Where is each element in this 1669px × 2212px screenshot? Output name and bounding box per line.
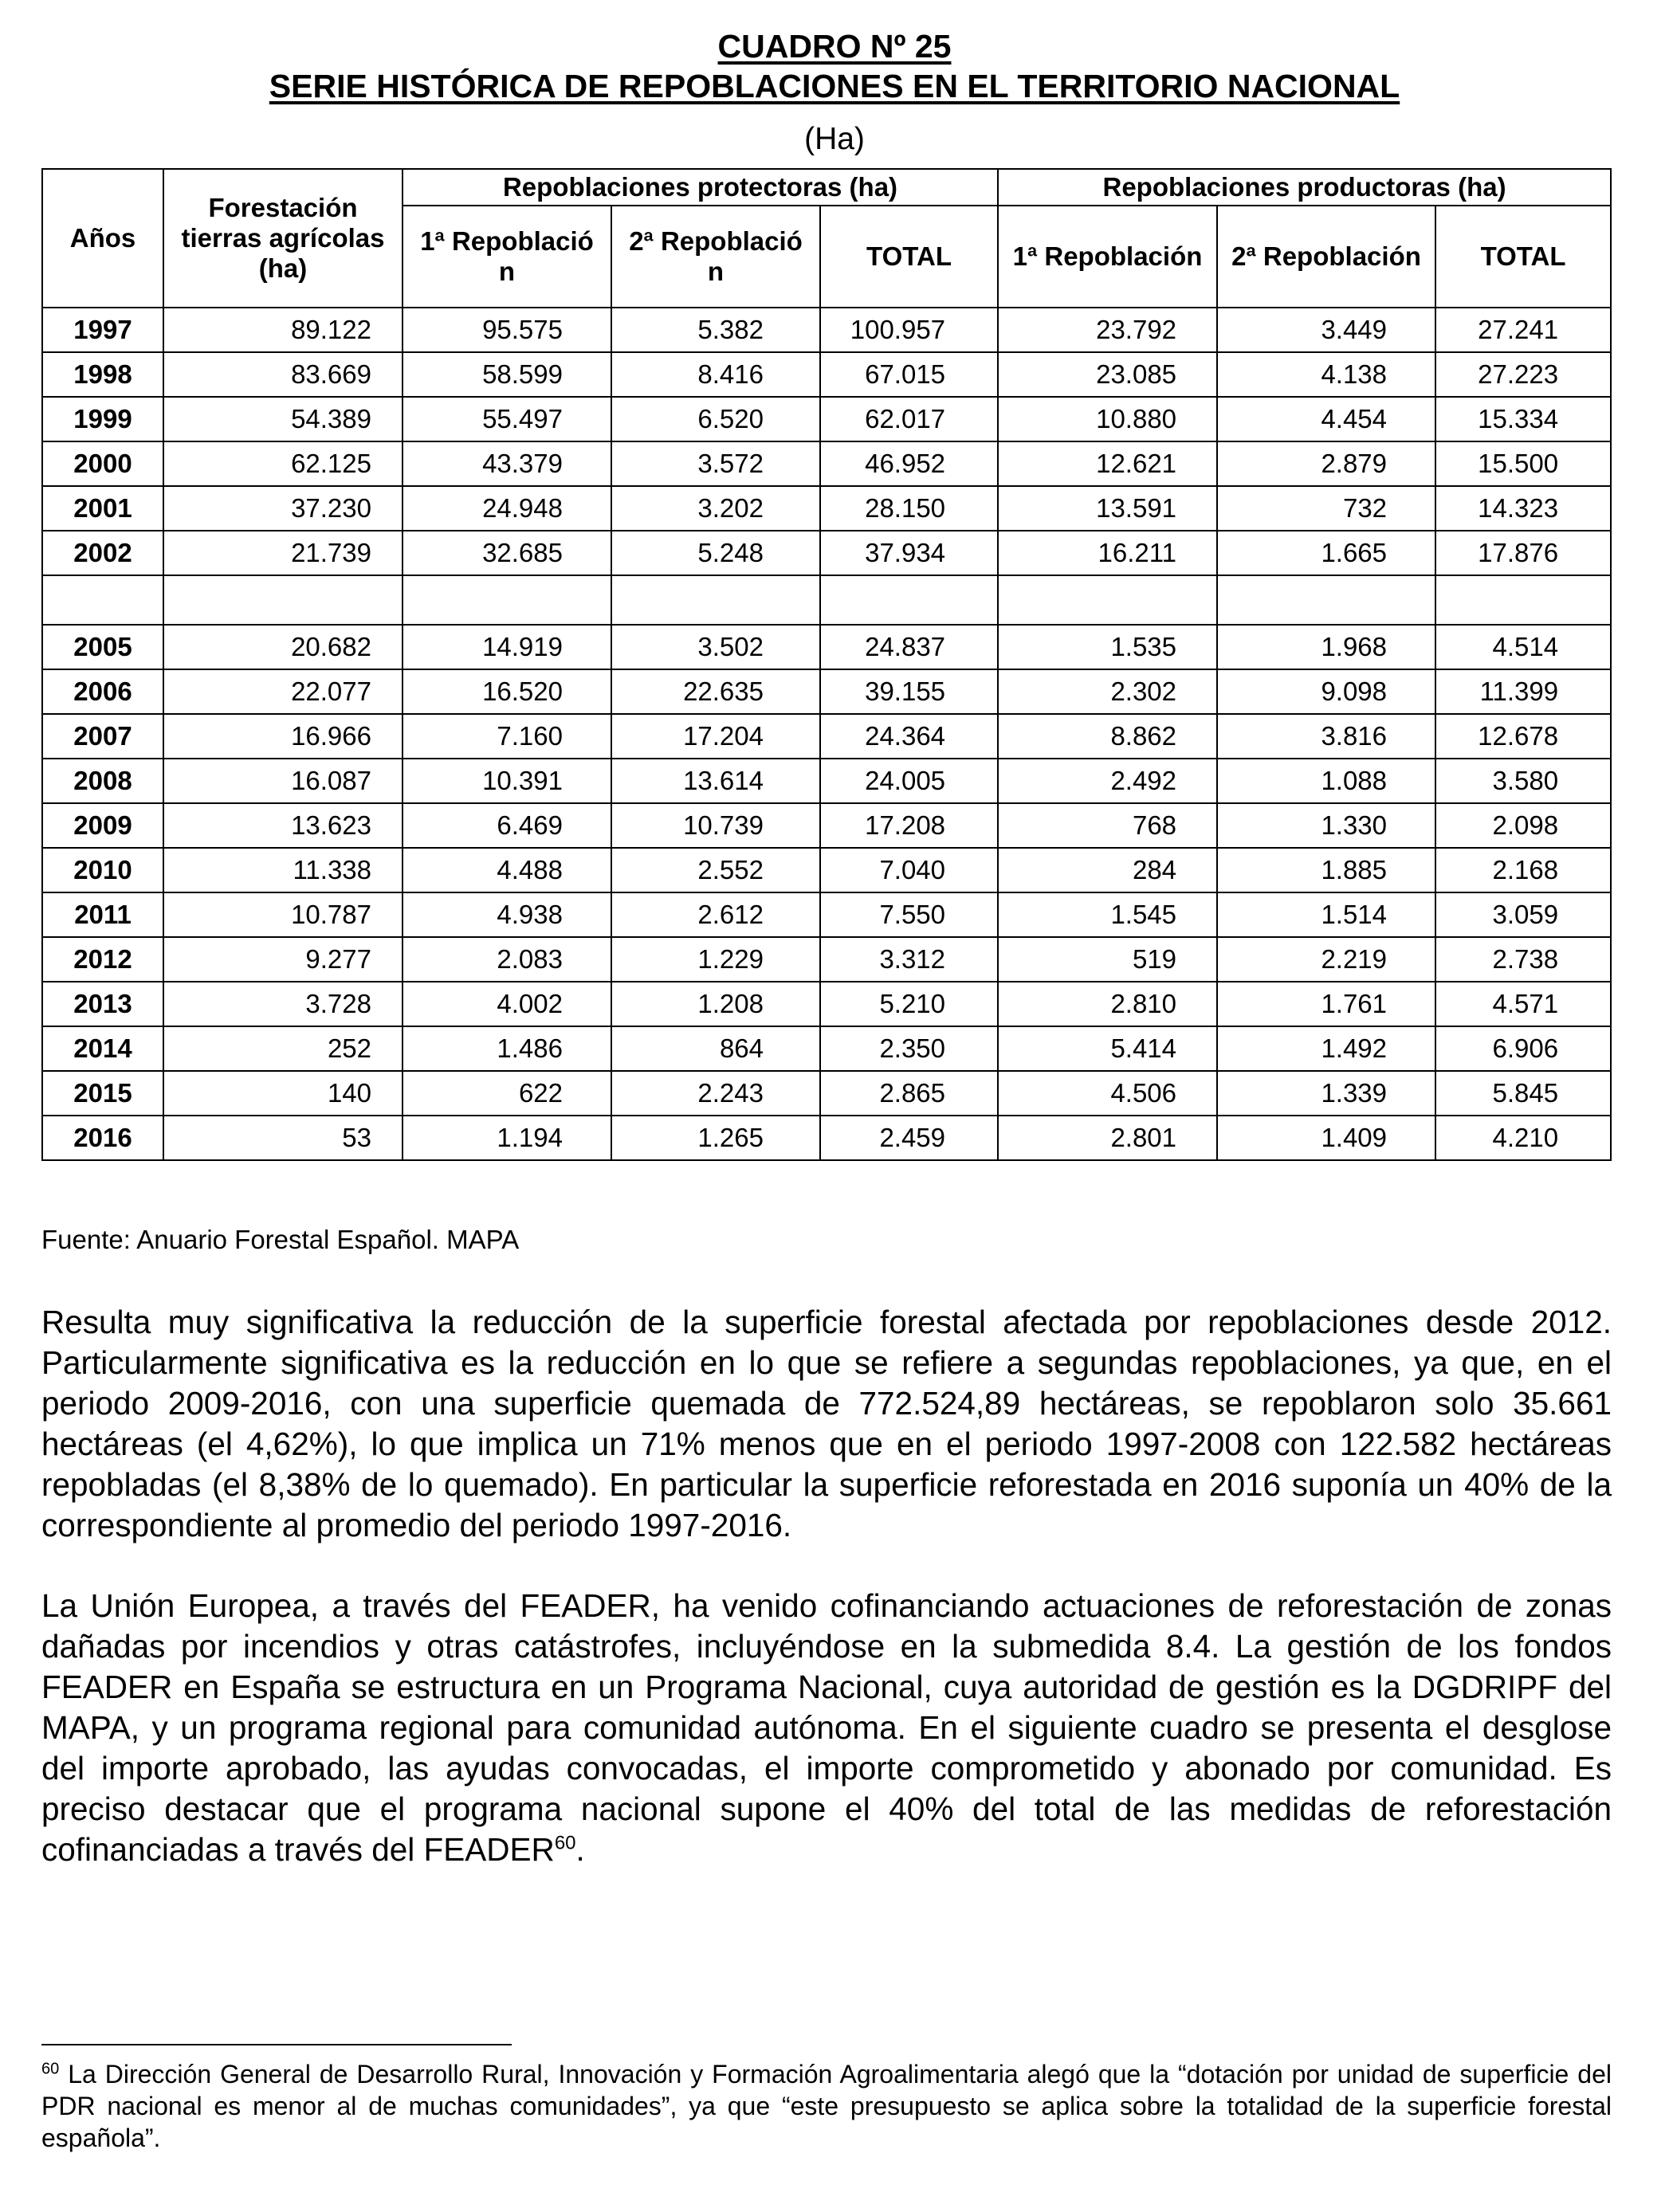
table-cell: 27.241: [1435, 308, 1611, 352]
table-cell: 10.391: [403, 759, 611, 803]
table-cell: 5.248: [611, 531, 820, 575]
table-row: [42, 531, 1611, 575]
table-row: [42, 441, 1611, 486]
table-row: [42, 982, 1611, 1026]
table-cell-year: 2010: [42, 848, 163, 892]
table-cell: 24.364: [820, 714, 998, 759]
table-cell-year: 2012: [42, 937, 163, 982]
table-cell: 2.302: [998, 669, 1217, 714]
units-label: (Ha): [804, 122, 865, 156]
table-row: [42, 625, 1611, 669]
table-cell: 62.017: [820, 397, 998, 441]
table-cell: 1.409: [1217, 1116, 1435, 1160]
table-cell: 12.621: [998, 441, 1217, 486]
table-cell: 7.160: [403, 714, 611, 759]
table-cell: 1.535: [998, 625, 1217, 669]
table-body: [42, 308, 1611, 1160]
table-cell: 13.591: [998, 486, 1217, 531]
table-cell: 768: [998, 803, 1217, 848]
table-cell: 3.449: [1217, 308, 1435, 352]
table-cell-year: 2002: [42, 531, 163, 575]
table-cell: 10.787: [163, 892, 403, 937]
table-row: [42, 669, 1611, 714]
table-cell-year: 2015: [42, 1071, 163, 1116]
header-protective-total: TOTAL: [820, 206, 998, 308]
table-cell: 140: [163, 1071, 403, 1116]
paragraph-feader-end: .: [575, 1831, 585, 1868]
table-cell: 24.005: [820, 759, 998, 803]
table-cell: 83.669: [163, 352, 403, 397]
table-cell: 14.323: [1435, 486, 1611, 531]
table-cell: 3.728: [163, 982, 403, 1026]
table-cell: [820, 575, 998, 625]
header-forestation: Forestación tierras agrícolas (ha): [163, 169, 403, 308]
table-cell-year: 2007: [42, 714, 163, 759]
table-cell: 5.210: [820, 982, 998, 1026]
table-cell: 2.865: [820, 1071, 998, 1116]
table-row: [42, 937, 1611, 982]
header-years: Años: [42, 169, 163, 308]
table-cell-year: 2008: [42, 759, 163, 803]
table-cell: 24.948: [403, 486, 611, 531]
footnote-reference[interactable]: 60: [554, 1832, 576, 1854]
table-cell: 5.414: [998, 1026, 1217, 1071]
table-cell: 284: [998, 848, 1217, 892]
table-cell: 24.837: [820, 625, 998, 669]
table-cell: 1.194: [403, 1116, 611, 1160]
table-cell: 54.389: [163, 397, 403, 441]
table-cell: 55.497: [403, 397, 611, 441]
table-cell: 1.088: [1217, 759, 1435, 803]
table-cell: 17.876: [1435, 531, 1611, 575]
table-cell: 32.685: [403, 531, 611, 575]
reforestation-table: [41, 168, 1612, 1161]
table-cell: 27.223: [1435, 352, 1611, 397]
table-cell: 11.399: [1435, 669, 1611, 714]
table-cell: 17.208: [820, 803, 998, 848]
table-cell: 22.635: [611, 669, 820, 714]
table-cell: 3.202: [611, 486, 820, 531]
header-protective-second: 2ª Repoblació n: [611, 206, 820, 308]
table-row: [42, 1116, 1611, 1160]
table-row: [42, 892, 1611, 937]
table-cell: 3.502: [611, 625, 820, 669]
table-cell: 1.968: [1217, 625, 1435, 669]
table-cell: [1217, 575, 1435, 625]
table-cell: 4.571: [1435, 982, 1611, 1026]
table-cell: 864: [611, 1026, 820, 1071]
table-cell: 6.469: [403, 803, 611, 848]
table-cell-year: 2001: [42, 486, 163, 531]
table-cell: 7.040: [820, 848, 998, 892]
table-cell: 9.098: [1217, 669, 1435, 714]
table-cell: 1.514: [1217, 892, 1435, 937]
table-cell-year: 2006: [42, 669, 163, 714]
table-cell: 11.338: [163, 848, 403, 892]
table-cell: 23.792: [998, 308, 1217, 352]
table-cell: 4.138: [1217, 352, 1435, 397]
table-cell: 6.906: [1435, 1026, 1611, 1071]
table-cell: 16.966: [163, 714, 403, 759]
table-cell: 39.155: [820, 669, 998, 714]
table-cell-year: 2013: [42, 982, 163, 1026]
table-row: [42, 848, 1611, 892]
table-cell: 3.572: [611, 441, 820, 486]
table-cell: [611, 575, 820, 625]
table-row: [42, 1026, 1611, 1071]
table-cell: 37.230: [163, 486, 403, 531]
table-source: Fuente: Anuario Forestal Español. MAPA: [41, 1225, 520, 1254]
table-cell-year: 2005: [42, 625, 163, 669]
table-cell: 1.492: [1217, 1026, 1435, 1071]
header-productive-total: TOTAL: [1435, 206, 1611, 308]
paragraph-reduction: Resulta muy significativa la reducción de la superficie forestal afectada por repoblaciones desde 2012. Particularmente significativa es la reducción en lo que se refiere a segundas repoblaciones, ya que, en el periodo 2009-2016, con una superficie quemada de 772.524,89 hectáreas, se repoblaron solo 35.661 hectáreas (el 4,62%), lo que implica un 71% menos que en el periodo 1997-2008 con 122.582 hectáreas repobladas (el 8,38% de lo quemado). En particular la superficie reforestada en 2016 suponía un 40% de la correspondiente al promedio del periodo 1997-2016.: [41, 1304, 1612, 1543]
table-cell: 1.229: [611, 937, 820, 982]
table-cell: 4.938: [403, 892, 611, 937]
table-cell: 2.083: [403, 937, 611, 982]
table-cell: 22.077: [163, 669, 403, 714]
header-protective-group: Repoblaciones protectoras (ha): [403, 169, 998, 206]
table-cell: [403, 575, 611, 625]
table-cell: 2.801: [998, 1116, 1217, 1160]
table-cell: 519: [998, 937, 1217, 982]
table-cell-year: 1997: [42, 308, 163, 352]
table-cell: 1.761: [1217, 982, 1435, 1026]
table-cell: 2.738: [1435, 937, 1611, 982]
table-cell: 9.277: [163, 937, 403, 982]
table-cell: 1.486: [403, 1026, 611, 1071]
table-row: [42, 1071, 1611, 1116]
table-cell: 3.312: [820, 937, 998, 982]
table-cell: [1435, 575, 1611, 625]
table-cell: 252: [163, 1026, 403, 1071]
table-cell: 2.168: [1435, 848, 1611, 892]
table-cell: 2.243: [611, 1071, 820, 1116]
footnote-text: La Dirección General de Desarrollo Rural, Innovación y Formación Agroalimentaria alegó que la “dotación por unidad de superficie del PDR nacional es menor al de muchas comunidades”, ya que “este presupuesto se aplica sobre la totalidad de la superficie forestal española”.: [41, 2060, 1612, 2152]
table-number-title: CUADRO Nº 25: [717, 28, 952, 65]
table-cell: 2.879: [1217, 441, 1435, 486]
table-cell: 8.862: [998, 714, 1217, 759]
table-cell: 6.520: [611, 397, 820, 441]
table-cell: 4.506: [998, 1071, 1217, 1116]
table-cell: 17.204: [611, 714, 820, 759]
header-productive-first: 1ª Repoblación: [998, 206, 1217, 308]
table-cell: 4.454: [1217, 397, 1435, 441]
table-cell: 3.580: [1435, 759, 1611, 803]
table-cell: 37.934: [820, 531, 998, 575]
table-cell-year: 1999: [42, 397, 163, 441]
table-cell-year: 1998: [42, 352, 163, 397]
table-row: [42, 714, 1611, 759]
table-cell: 46.952: [820, 441, 998, 486]
table-cell: 1.339: [1217, 1071, 1435, 1116]
paragraph-feader-text: La Unión Europea, a través del FEADER, ha venido cofinanciando actuaciones de reforestación de zonas dañadas por incendios y otras catástrofes, incluyéndose en la submedida 8.4. La gestión de los fondos FEADER en España se estructura en un Programa Nacional, cuya autoridad de gestión es la DGDRIPF del MAPA, y un programa regional para comunidad autónoma. En el siguiente cuadro se presenta el desglose del importe aprobado, las ayudas convocadas, el importe comprometido y abonado por comunidad. Es preciso destacar que el programa nacional supone el 40% del total de las medidas de reforestación cofinanciadas a través del FEADER: [41, 1587, 1612, 1868]
table-cell-year: 2011: [42, 892, 163, 937]
table-cell: 7.550: [820, 892, 998, 937]
table-cell: 67.015: [820, 352, 998, 397]
table-cell: 10.880: [998, 397, 1217, 441]
table-cell: 100.957: [820, 308, 998, 352]
table-cell: 3.816: [1217, 714, 1435, 759]
table-cell: 16.520: [403, 669, 611, 714]
table-cell: 2.459: [820, 1116, 998, 1160]
table-cell-year: 2009: [42, 803, 163, 848]
table-row: [42, 397, 1611, 441]
table-title: SERIE HISTÓRICA DE REPOBLACIONES EN EL TERRITORIO NACIONAL: [269, 68, 1400, 104]
table-cell: 2.612: [611, 892, 820, 937]
table-cell: 95.575: [403, 308, 611, 352]
table-cell: 2.350: [820, 1026, 998, 1071]
table-cell: 1.208: [611, 982, 820, 1026]
table-row: [42, 575, 1611, 625]
table-cell: 1.265: [611, 1116, 820, 1160]
table-cell: 16.211: [998, 531, 1217, 575]
table-cell: 2.810: [998, 982, 1217, 1026]
table-cell: 1.885: [1217, 848, 1435, 892]
table-cell: 62.125: [163, 441, 403, 486]
header-protective-first: 1ª Repoblació n: [403, 206, 611, 308]
table-cell: 20.682: [163, 625, 403, 669]
table-cell: 28.150: [820, 486, 998, 531]
table-cell: 23.085: [998, 352, 1217, 397]
table-cell: 12.678: [1435, 714, 1611, 759]
table-cell: 2.219: [1217, 937, 1435, 982]
table-cell: 1.665: [1217, 531, 1435, 575]
table-cell: 53: [163, 1116, 403, 1160]
table-cell: 4.514: [1435, 625, 1611, 669]
table-cell: 4.210: [1435, 1116, 1611, 1160]
table-row: [42, 486, 1611, 531]
table-cell: [163, 575, 403, 625]
table-cell: [998, 575, 1217, 625]
table-cell: 732: [1217, 486, 1435, 531]
table-row: [42, 352, 1611, 397]
table-cell: 2.492: [998, 759, 1217, 803]
table-cell: 2.552: [611, 848, 820, 892]
table-cell: 15.500: [1435, 441, 1611, 486]
table-cell: 4.002: [403, 982, 611, 1026]
footnote: [41, 2058, 1612, 2154]
header-productive-group: Repoblaciones productoras (ha): [998, 169, 1611, 206]
table-cell: 13.623: [163, 803, 403, 848]
table-cell: 1.330: [1217, 803, 1435, 848]
header-productive-second: 2ª Repoblación: [1217, 206, 1435, 308]
table-row: [42, 803, 1611, 848]
table-cell: 15.334: [1435, 397, 1611, 441]
table-cell: 4.488: [403, 848, 611, 892]
table-cell: 58.599: [403, 352, 611, 397]
paragraph-feader: [41, 1586, 1612, 1870]
table-cell: 14.919: [403, 625, 611, 669]
table-cell-year: 2000: [42, 441, 163, 486]
table-cell: 5.382: [611, 308, 820, 352]
table-cell: 21.739: [163, 531, 403, 575]
footnote-separator: [41, 2044, 512, 2045]
table-cell-year: 2014: [42, 1026, 163, 1071]
table-cell: 3.059: [1435, 892, 1611, 937]
table-cell: 622: [403, 1071, 611, 1116]
table-cell: 43.379: [403, 441, 611, 486]
footnote-number: 60: [41, 2060, 60, 2078]
table-cell: 13.614: [611, 759, 820, 803]
table-cell: 1.545: [998, 892, 1217, 937]
table-cell: 8.416: [611, 352, 820, 397]
table-cell: 16.087: [163, 759, 403, 803]
table-cell-year: 2016: [42, 1116, 163, 1160]
table-cell-year: [42, 575, 163, 625]
table-cell: 10.739: [611, 803, 820, 848]
table-cell: 2.098: [1435, 803, 1611, 848]
table-row: [42, 759, 1611, 803]
table-row: [42, 308, 1611, 352]
table-cell: 89.122: [163, 308, 403, 352]
table-cell: 5.845: [1435, 1071, 1611, 1116]
